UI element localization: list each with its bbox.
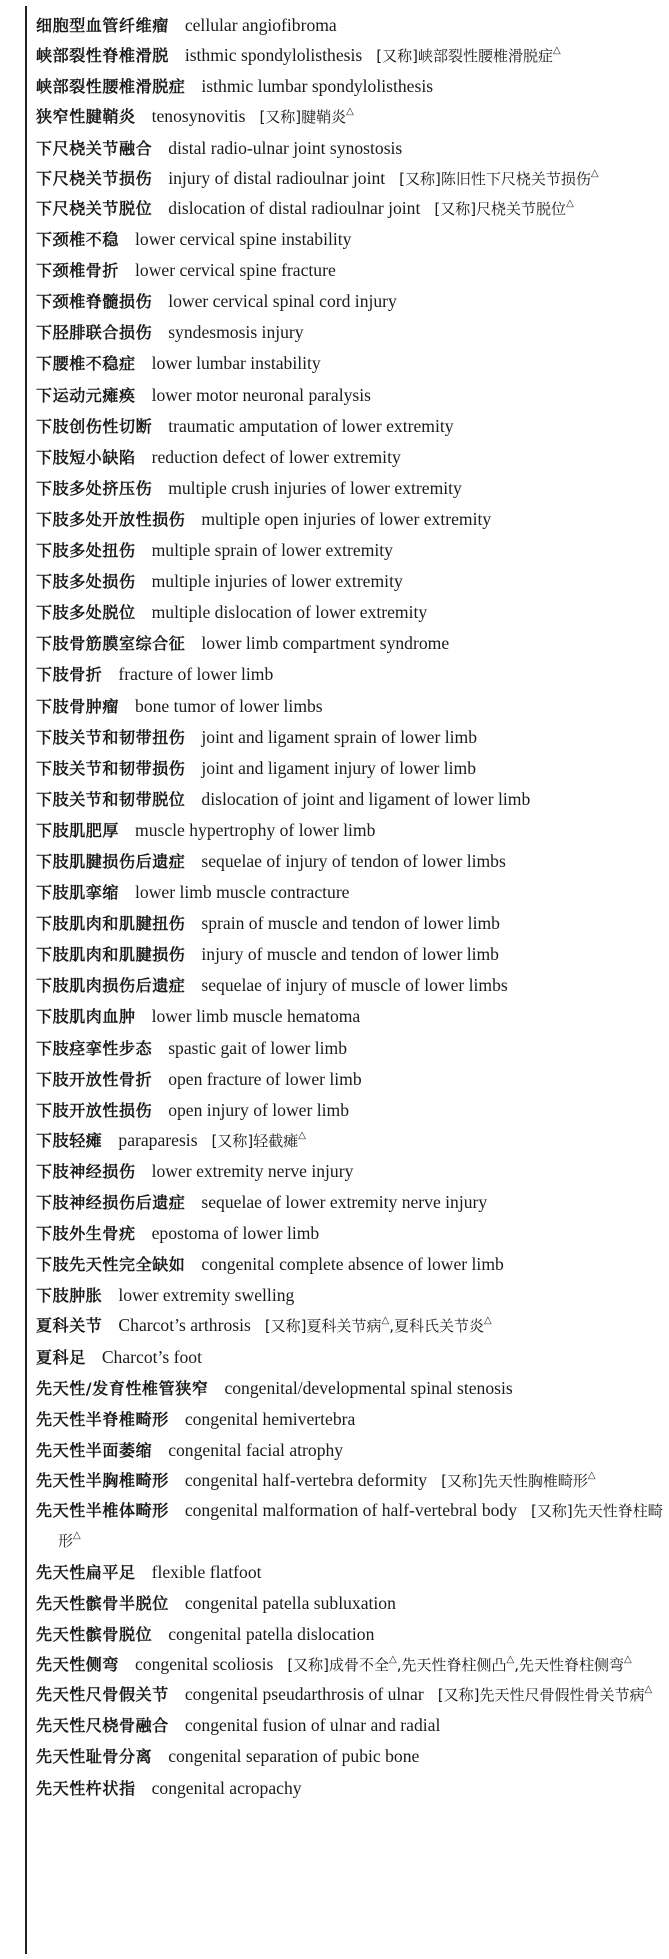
dictionary-entry [36,102,664,132]
dictionary-entry [36,1496,664,1556]
dictionary-entry [36,255,664,286]
entry-english: sequelae of injury of tendon of lower limbs [201,850,506,871]
entry-term: 下颈椎不稳 [36,230,120,250]
dictionary-entry [36,722,664,753]
entry-term: 下肢短小缺陷 [36,447,136,467]
entry-english: lower limb muscle hematoma [151,1006,361,1027]
dictionary-entry [36,939,664,970]
entry-term: 先天性尺骨假关节 [36,1685,169,1705]
dictionary-entry [36,133,664,164]
dictionary-entry [36,1033,664,1064]
entry-term: 下肢开放性骨折 [36,1069,153,1089]
entry-term: 夏科关节 [36,1316,103,1336]
entry-english: lower cervical spine instability [135,229,352,250]
dictionary-entry [36,1126,664,1156]
dictionary-entry [36,1435,664,1466]
dictionary-entry [36,784,664,815]
dictionary-entry [36,628,664,659]
entry-term: 下运动元瘫痪 [36,385,136,405]
entry-english: injury of muscle and tendon of lower limb [201,944,499,965]
entry-term: 下肢开放性损伤 [36,1100,153,1120]
entry-term: 峡部裂性脊椎滑脱 [36,46,169,66]
entry-english: joint and ligament sprain of lower limb [201,726,477,747]
entry-english: open injury of lower limb [168,1099,349,1120]
dictionary-entry [36,1680,664,1710]
entry-term: 先天性半脊椎畸形 [36,1409,169,1429]
entry-english: fracture of lower limb [118,664,274,685]
entry-term: 下肢多处脱位 [36,603,136,623]
entry-english: congenital/developmental spinal stenosis [224,1377,513,1398]
entry-term: 下肢骨筋膜室综合征 [36,634,186,654]
entry-english: congenital half-vertebra deformity [184,1470,428,1491]
entry-term: 下尺桡关节损伤 [36,168,153,188]
entry-english: lower cervical spine fracture [135,260,336,281]
entry-english: dislocation of joint and ligament of lower limb [201,788,531,809]
entry-english: congenital hemivertebra [184,1408,356,1429]
dictionary-entry [36,846,664,877]
entry-term: 先天性侧弯 [36,1654,120,1674]
entry-english: injury of distal radioulnar joint [168,167,386,188]
entry-english: reduction defect of lower extremity [151,446,401,467]
dictionary-entry [36,753,664,784]
dictionary-entry [36,1710,664,1741]
entry-term: 下肢肌肉血肿 [36,1007,136,1027]
dictionary-entry [36,1156,664,1187]
entry-term: 下尺桡关节融合 [36,138,153,158]
dictionary-entry [36,535,664,566]
dictionary-entry [36,566,664,597]
dictionary-entry [36,194,664,224]
entry-english: isthmic lumbar spondylolisthesis [201,76,434,97]
entry-term: 下肢肌腱损伤后遗症 [36,851,186,871]
dictionary-entry [36,41,664,71]
entry-term: 下肢骨肿瘤 [36,696,120,716]
entry-term: 先天性半椎体畸形 [36,1501,169,1521]
entry-english: Charcot’s arthrosis [118,1315,251,1336]
entry-english: lower extremity nerve injury [151,1161,354,1182]
dictionary-entry [36,504,664,535]
dictionary-entry [36,877,664,908]
entry-english: multiple dislocation of lower extremity [151,602,428,623]
entry-english: multiple crush injuries of lower extremity [168,477,462,498]
entry-term: 下肢肌肉和肌腱损伤 [36,945,186,965]
entry-english: congenital pseudarthrosis of ulnar [184,1684,424,1705]
dictionary-entry [36,71,664,102]
entry-term: 先天性扁平足 [36,1562,136,1582]
dictionary-entry [36,815,664,846]
entry-alias: [又称]腱鞘炎△ [259,106,354,127]
entry-term: 下肢多处开放性损伤 [36,509,186,529]
entry-alias: [又称]陈旧性下尺桡关节损伤△ [399,167,599,188]
entry-english: tenosynovitis [151,106,246,127]
entry-english: congenital patella subluxation [184,1592,396,1613]
entry-english: lower cervical spinal cord injury [168,291,397,312]
dictionary-entry [36,1342,664,1373]
entry-term: 下肢关节和韧带脱位 [36,789,186,809]
entry-english: Charcot’s foot [101,1346,202,1367]
dictionary-entry [36,1187,664,1218]
dictionary-entry [36,1619,664,1650]
entry-term: 先天性尺桡骨融合 [36,1716,169,1736]
entry-english: congenital facial atrophy [168,1439,344,1460]
entry-term: 下肢肌挛缩 [36,883,120,903]
dictionary-entry [36,286,664,317]
entry-term: 下肢关节和韧带损伤 [36,758,186,778]
entry-alias: [又称]成骨不全△,先天性脊柱侧凸△,先天性脊柱侧弯△ [287,1653,632,1674]
entry-english: congenital acropachy [151,1777,302,1798]
dictionary-entry [36,317,664,348]
entry-list [36,10,664,1804]
entry-term: 下腰椎不稳症 [36,354,136,374]
entry-english: multiple injuries of lower extremity [151,571,403,592]
entry-term: 下肢肌肥厚 [36,820,120,840]
entry-term: 下尺桡关节脱位 [36,198,153,218]
entry-english: bone tumor of lower limbs [135,695,323,716]
entry-term: 细胞型血管纤维瘤 [36,16,169,35]
dictionary-entry [36,1588,664,1619]
entry-term: 下肢神经损伤 [36,1162,136,1182]
dictionary-entry [36,691,664,722]
entry-term: 下肢多处扭伤 [36,541,136,561]
margin-rule [25,6,27,1954]
entry-english: cellular angiofibroma [184,15,337,35]
entry-term: 下肢痉挛性步态 [36,1038,153,1058]
entry-english: lower motor neuronal paralysis [151,384,371,405]
dictionary-entry [36,380,664,411]
dictionary-entry [36,1404,664,1435]
entry-english: sprain of muscle and tendon of lower limb [201,913,500,934]
dictionary-entry [36,1095,664,1126]
dictionary-entry [36,1741,664,1772]
entry-english: flexible flatfoot [151,1561,262,1582]
entry-term: 下肢多处挤压伤 [36,478,153,498]
entry-english: epostoma of lower limb [151,1223,320,1244]
entry-alias: [又称]轻截瘫△ [211,1129,306,1150]
entry-term: 下肢肌肉和肌腱扭伤 [36,914,186,934]
entry-english: lower extremity swelling [118,1285,295,1306]
dictionary-entry [36,1218,664,1249]
entry-term: 下肢创伤性切断 [36,416,153,436]
entry-english: congenital malformation of half-vertebral body [184,1500,518,1521]
entry-alias: [又称]先天性尺骨假性骨关节病△ [437,1684,653,1705]
entry-term: 下胫腓联合损伤 [36,323,153,343]
entry-term: 下肢外生骨疣 [36,1224,136,1244]
entry-term: 下肢轻瘫 [36,1130,103,1150]
entry-alias: [又称]尺桡关节脱位△ [434,197,574,218]
entry-term: 先天性髌骨半脱位 [36,1593,169,1613]
entry-term: 夏科足 [36,1347,86,1367]
entry-english: congenital fusion of ulnar and radial [184,1715,441,1736]
dictionary-entry [36,348,664,379]
dictionary-entry [36,1001,664,1032]
dictionary-entry [36,164,664,194]
dictionary-entry [36,908,664,939]
entry-english: traumatic amputation of lower extremity [168,415,454,436]
entry-term: 下肢关节和韧带扭伤 [36,727,186,747]
entry-term: 下肢神经损伤后遗症 [36,1193,186,1213]
entry-english: multiple sprain of lower extremity [151,540,393,561]
entry-english: dislocation of distal radioulnar joint [168,197,421,218]
dictionary-entry [36,1557,664,1588]
dictionary-entry [36,659,664,690]
dictionary-entry [36,1311,664,1341]
entry-term: 先天性杵状指 [36,1778,136,1798]
dictionary-entry [36,1249,664,1280]
dictionary-entry [36,1650,664,1680]
entry-alias: [又称]先天性脊柱畸形△ [58,1502,663,1551]
entry-term: 下肢骨折 [36,665,103,685]
entry-term: 下颈椎脊髓损伤 [36,292,153,312]
entry-term: 先天性耻骨分离 [36,1747,153,1767]
entry-english: joint and ligament injury of lower limb [201,757,477,778]
entry-alias: [又称]先天性胸椎畸形△ [441,1470,596,1491]
entry-english: congenital patella dislocation [168,1623,375,1644]
entry-english: sequelae of lower extremity nerve injury [201,1192,488,1213]
dictionary-entry [36,1466,664,1496]
entry-term: 先天性半胸椎畸形 [36,1471,169,1491]
entry-english: spastic gait of lower limb [168,1037,348,1058]
dictionary-entry [36,1064,664,1095]
entry-term: 峡部裂性腰椎滑脱症 [36,77,186,97]
entry-term: 狭窄性腱鞘炎 [36,107,136,127]
entry-alias: [又称]夏科关节病△,夏科氏关节炎△ [264,1315,492,1336]
entry-english: syndesmosis injury [168,322,304,343]
dictionary-entry [36,473,664,504]
entry-english: open fracture of lower limb [168,1068,362,1089]
dictionary-entry [36,970,664,1001]
dictionary-entry [36,442,664,473]
entry-term: 下肢肿胀 [36,1286,103,1306]
entry-english: paraparesis [118,1129,198,1150]
entry-english: lower limb muscle contracture [135,882,350,903]
entry-english: congenital separation of pubic bone [168,1746,420,1767]
entry-english: distal radio-ulnar joint synostosis [168,137,403,158]
entry-english: lower lumbar instability [151,353,321,374]
entry-alias: [又称]峡部裂性腰椎滑脱症△ [376,45,561,66]
entry-english: isthmic spondylolisthesis [184,45,363,66]
entry-term: 下肢多处损伤 [36,572,136,592]
entry-term: 先天性半面萎缩 [36,1440,153,1460]
entry-term: 下肢肌肉损伤后遗症 [36,976,186,996]
dictionary-entry [36,1773,664,1804]
dictionary-entry [36,1280,664,1311]
entry-term: 先天性髌骨脱位 [36,1624,153,1644]
entry-english: congenital scoliosis [135,1653,274,1674]
entry-english: sequelae of injury of muscle of lower limbs [201,975,508,996]
entry-term: 下颈椎骨折 [36,261,120,281]
dictionary-entry [36,597,664,628]
dictionary-entry [36,411,664,442]
dictionary-entry [36,224,664,255]
entry-english: multiple open injuries of lower extremity [201,508,492,529]
entry-english: lower limb compartment syndrome [201,633,450,654]
dictionary-entry [36,10,664,41]
entry-english: muscle hypertrophy of lower limb [135,819,376,840]
dictionary-entry [36,1373,664,1404]
entry-term: 先天性/发育性椎管狭窄 [36,1378,209,1398]
entry-term: 下肢先天性完全缺如 [36,1255,186,1275]
entry-english: congenital complete absence of lower limb [201,1254,504,1275]
